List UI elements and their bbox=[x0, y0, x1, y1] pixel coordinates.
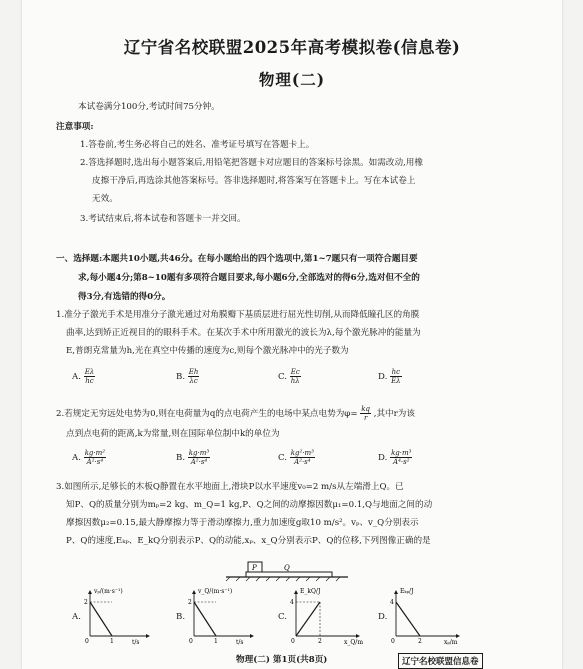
brand-box: 辽宁名校联盟信息卷 bbox=[398, 653, 483, 669]
option-b[interactable] bbox=[176, 449, 210, 466]
graph-d-label[interactable]: D. bbox=[378, 612, 388, 622]
graph-a bbox=[84, 588, 154, 644]
question-2-text: ,其中r为该 bbox=[373, 409, 415, 419]
y-tick-label: 2 bbox=[188, 599, 192, 606]
x-axis-label: xₚ/m bbox=[444, 639, 458, 646]
x-axis-label: x_Q/m bbox=[344, 639, 364, 646]
potential-fraction bbox=[360, 405, 371, 422]
option-fraction bbox=[84, 368, 96, 385]
section-heading-line: 得3分,有选错的得0分。 bbox=[78, 292, 171, 302]
notes-heading: 注意事项: bbox=[56, 122, 94, 132]
x-axis-arrow bbox=[146, 634, 150, 638]
fraction-numerator: Eh bbox=[188, 368, 199, 376]
graph-b-label[interactable]: B. bbox=[176, 612, 186, 622]
option-b[interactable] bbox=[176, 368, 199, 385]
question-3-line: 3.如图所示,足够长的木板Q静置在水平地面上,滑块P以水平速度v₀=2 m/s从左端滑上Q。已 bbox=[56, 482, 404, 492]
fraction-denominator: λc bbox=[189, 377, 198, 385]
fraction-denominator: hc bbox=[85, 377, 94, 385]
origin-label: 0 bbox=[391, 638, 395, 645]
option-fraction bbox=[84, 449, 106, 466]
fraction-denominator: A⁴·s² bbox=[393, 458, 410, 466]
exam-page bbox=[22, 0, 562, 669]
y-axis-label: Eₖₚ/J bbox=[400, 588, 414, 595]
option-d[interactable] bbox=[378, 449, 412, 466]
x-axis-arrow bbox=[356, 634, 360, 638]
question-1-line: 曲率,达到矫正近视目的的眼科手术。在某次手术中所用激光的波长为λ,每个激光脉冲的能量为 bbox=[66, 328, 421, 338]
graph-c-label[interactable]: C. bbox=[278, 612, 288, 622]
fraction-denominator: Eλ bbox=[391, 377, 401, 385]
origin-label: 0 bbox=[189, 638, 193, 645]
y-axis-arrow bbox=[394, 590, 398, 594]
origin-label: 0 bbox=[291, 638, 295, 645]
option-label: B. bbox=[176, 453, 186, 463]
y-axis-label: vₚ/(m·s⁻¹) bbox=[94, 588, 123, 595]
note-item: 3.考试结束后,将本试卷和答题卡一并交回。 bbox=[80, 214, 246, 224]
question-3-line: 知P、Q的质量分别为mₚ=2 kg、m_Q=1 kg,P、Q之间的动摩擦因数μ₁=0.1,Q与地面之间的动 bbox=[66, 500, 433, 510]
fraction-denominator: hλ bbox=[290, 377, 300, 385]
option-a[interactable] bbox=[72, 368, 95, 385]
x-axis-arrow bbox=[456, 634, 460, 638]
option-fraction bbox=[188, 449, 210, 466]
y-axis-arrow bbox=[192, 590, 196, 594]
option-label: A. bbox=[72, 372, 81, 382]
x-tick-label: 2 bbox=[318, 638, 322, 645]
board-q-label: Q bbox=[284, 564, 290, 572]
option-label: C. bbox=[278, 453, 288, 463]
y-tick-label: 4 bbox=[290, 599, 294, 606]
option-d[interactable] bbox=[378, 368, 402, 385]
y-tick-label: 4 bbox=[390, 599, 394, 606]
note-item: 皮擦干净后,再选涂其他答案标号。答非选择题时,将答案写在答题卡上。写在本试卷上 bbox=[92, 176, 416, 186]
graph-line bbox=[194, 602, 216, 636]
section-heading-line: 一、选择题:本题共10小题,共46分。在每小题给出的四个选项中,第1~7题只有一项符合题目要 bbox=[56, 254, 418, 264]
graph-line bbox=[396, 602, 420, 636]
option-label: B. bbox=[176, 372, 186, 382]
block-p-label: P bbox=[252, 564, 257, 572]
fraction-numerator: kg·m³ bbox=[188, 449, 210, 457]
fraction-denominator: A²·s⁴ bbox=[190, 458, 208, 466]
graph-c bbox=[290, 588, 366, 644]
x-axis-arrow bbox=[250, 634, 254, 638]
fraction-denominator: A²·s⁴ bbox=[294, 458, 311, 466]
fraction-denominator: r bbox=[363, 414, 368, 422]
question-2-line: 点到点电荷的距离,k为常量,则在国际单位制中k的单位为 bbox=[66, 429, 280, 439]
fraction-numerator: Eλ bbox=[84, 368, 95, 376]
option-label: D. bbox=[378, 372, 388, 382]
option-fraction bbox=[290, 449, 315, 466]
fraction-numerator: kq bbox=[361, 405, 370, 413]
question-3-line: 摩擦因数μ₂=0.15,最大静摩擦力等于滑动摩擦力,重力加速度g取10 m/s²。vₚ、v_Q分别表示 bbox=[66, 518, 419, 528]
page-footer: 物理(二) 第1页(共8页) bbox=[236, 655, 328, 665]
fraction-numerator: kg·m² bbox=[84, 449, 106, 457]
question-3-line: P、Q的速度,Eₖₚ、E_kQ分别表示P、Q的动能,xₚ、x_Q分别表示P、Q的位移,下列图像正确的是 bbox=[66, 536, 431, 546]
x-tick-label: 1 bbox=[214, 638, 218, 645]
x-tick-label: 2 bbox=[418, 638, 422, 645]
option-label: C. bbox=[278, 372, 288, 382]
fraction-numerator: kg²·m³ bbox=[290, 449, 314, 457]
question-1-line: 1.准分子激光手术是用准分子激光通过对角膜瓣下基质层进行屈光性切削,从而降低瞳孔区的角膜 bbox=[56, 310, 420, 320]
note-item: 无效。 bbox=[92, 194, 118, 204]
option-label: D. bbox=[378, 453, 388, 463]
option-fraction bbox=[390, 449, 412, 466]
fraction-numerator: kg·m³ bbox=[391, 449, 412, 457]
y-tick-label: 2 bbox=[84, 599, 88, 606]
graph-line bbox=[296, 602, 320, 636]
fraction-numerator: hc bbox=[391, 368, 401, 376]
fraction-numerator: Ec bbox=[290, 368, 300, 376]
x-axis-label: t/s bbox=[132, 639, 140, 646]
question-2-line bbox=[56, 405, 415, 422]
board-figure bbox=[222, 556, 352, 582]
graph-a-label[interactable]: A. bbox=[72, 612, 81, 622]
option-fraction bbox=[188, 368, 200, 385]
y-axis-arrow bbox=[294, 590, 298, 594]
exam-title: 辽宁省名校联盟2025年高考模拟卷(信息卷) bbox=[123, 38, 461, 57]
board-q bbox=[246, 572, 332, 577]
origin-label: 0 bbox=[85, 638, 89, 645]
graph-b bbox=[188, 588, 258, 644]
x-tick-label: 1 bbox=[110, 638, 114, 645]
option-label: A. bbox=[72, 453, 81, 463]
exam-subtitle: 物理(二) bbox=[258, 70, 326, 89]
question-1-line: E,普朗克常量为h,光在真空中传播的速度为c,则每个激光脉冲中的光子数为 bbox=[66, 346, 349, 356]
fraction-denominator: A²·s⁴ bbox=[86, 458, 104, 466]
exam-intro: 本试卷满分100分,考试时间75分钟。 bbox=[78, 102, 220, 112]
option-fraction bbox=[390, 368, 402, 385]
option-c[interactable] bbox=[278, 368, 301, 385]
y-axis-label: v_Q/(m·s⁻¹) bbox=[198, 588, 233, 595]
question-2-text: 2.若规定无穷远处电势为0,则在电荷量为q的点电荷产生的电场中某点电势为φ= bbox=[56, 409, 358, 419]
option-fraction bbox=[290, 368, 301, 385]
graph-d bbox=[390, 588, 466, 644]
y-axis-label: E_kQ/J bbox=[300, 588, 321, 595]
note-item: 2.答选择题时,选出每小题答案后,用铅笔把答题卡对应题目的答案标号涂黑。如需改动,用橡 bbox=[80, 158, 423, 168]
note-item: 1.答卷前,考生务必将自己的姓名、准考证号填写在答题卡上。 bbox=[80, 140, 315, 150]
option-a[interactable] bbox=[72, 449, 106, 466]
x-axis-label: t/s bbox=[236, 639, 244, 646]
option-c[interactable] bbox=[278, 449, 315, 466]
y-axis-arrow bbox=[88, 590, 92, 594]
graph-line bbox=[90, 602, 112, 636]
section-heading-line: 求,每小题4分;第8~10题有多项符合题目要求,每小题6分,全部选对的得6分,选对但不全的 bbox=[78, 273, 420, 283]
